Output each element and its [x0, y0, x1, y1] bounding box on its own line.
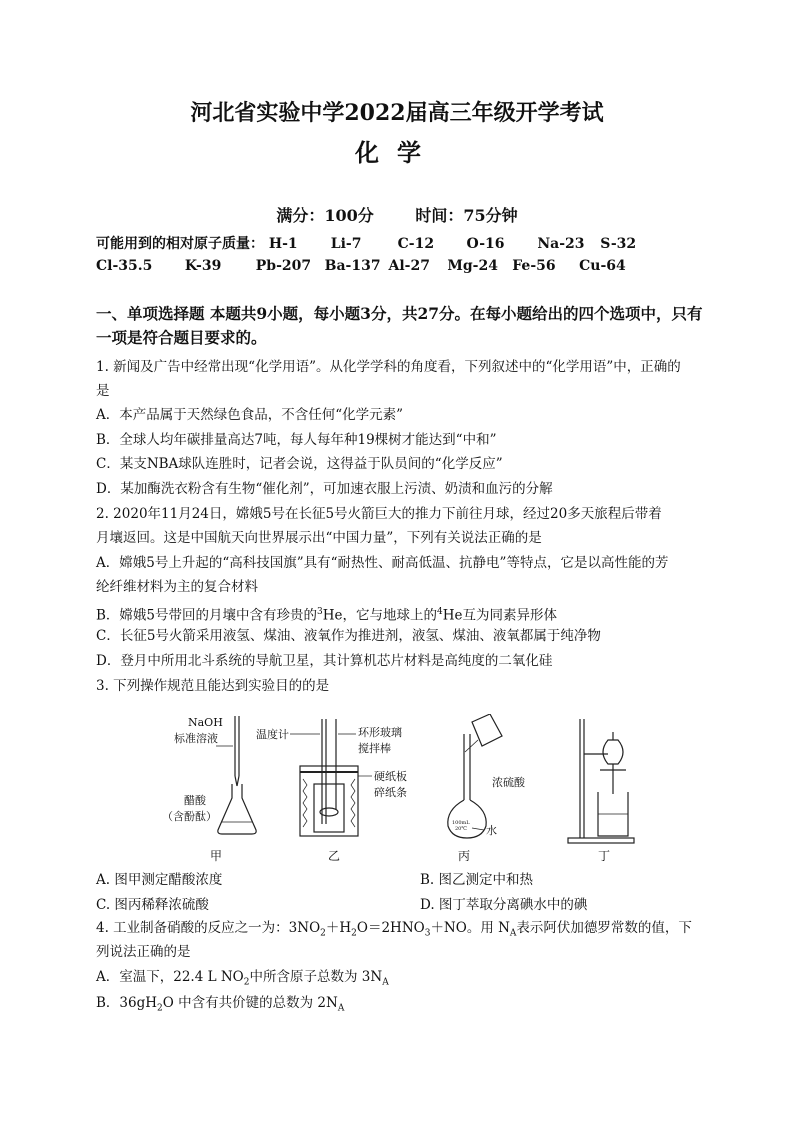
figure-label-yi: 乙 [328, 849, 341, 863]
q2-option-d: D．登月中所用北斗系统的导航卫星，其计算机芯片材料是高纯度的二氧化硅 [96, 653, 553, 669]
label-indicator: （含酚酞） [162, 810, 217, 823]
q3-option-b: B. 图乙测定中和热 [420, 872, 534, 888]
label-cardboard: 硬纸板 [374, 770, 407, 783]
label-acetic-acid: 醋酸 [184, 794, 206, 807]
atomic-mass: H-1 [268, 236, 298, 252]
q2-option-a-cont: 纶纤维材料为主的复合材料 [96, 579, 258, 595]
q2-stem: 2. 2020年11月24日，嫦娥5号在长征5号火箭巨大的推力下前往月球，经过20多天旅程后带着 [96, 506, 662, 522]
atomic-mass: Na-23 [537, 236, 585, 252]
label-naoh: NaOH [188, 716, 223, 729]
label-flask-volume: 100mL [452, 820, 470, 826]
lab-apparatus-figure [160, 714, 640, 864]
q2-option-a: A．嫦娥5号上升起的“高科技国旗”具有“耐热性、耐高低温、抗静电”等特点，它是以高性能的芳 [96, 555, 669, 571]
atomic-mass: Pb-207 [255, 258, 312, 274]
label-thermometer: 温度计 [256, 728, 289, 741]
full-score: 满分：100分 [276, 206, 374, 225]
label-stirrer: 环形玻璃 [358, 726, 402, 739]
figure-label-jia: 甲 [210, 849, 223, 863]
label-std-solution: 标准溶液 [174, 732, 218, 745]
label-conc-sulfuric: 浓硫酸 [492, 776, 525, 789]
q4-stem: 4. 工业制备硝酸的反应之一为：$3NO_2+H_2O=2HNO_3+NO$。用 $N_A$表示阿伏加德罗常数的值，下 [96, 920, 692, 939]
section-1-heading: 一、单项选择题 本题共9小题，每小题3分，共27分。在每小题给出的四个选项中，只有一项是符合题目要求的。 [96, 304, 703, 347]
q1-stem-cont: 是 [96, 383, 110, 399]
atomic-mass: Li-7 [330, 236, 362, 252]
atomic-mass: Fe-56 [512, 258, 556, 274]
label-stirrer-cont: 搅拌棒 [358, 742, 391, 755]
q4-option-a: A．室温下，22.4 L $NO_2$中所含原子总数为 $3N_A$ [96, 969, 389, 988]
exam-time: 时间：75分钟 [415, 206, 518, 225]
exam-title: 河北省实验中学2022届高三年级开学考试 [190, 100, 604, 126]
atomic-mass: O-16 [466, 236, 505, 252]
separatory-funnel-diagram [568, 719, 634, 843]
atomic-mass-label: 可能用到的相对原子质量： [96, 236, 264, 252]
q1-option-b: B．全球人均年碳排量高达7吨，每人每年种19棵树才能达到“中和” [96, 432, 497, 448]
label-paper-scraps: 碎纸条 [374, 786, 407, 799]
q2-stem-cont: 月壤返回。这是中国航天向世界展示出“中国力量”，下列有关说法正确的是 [96, 530, 542, 546]
atomic-mass: Al-27 [388, 258, 430, 274]
label-water: 水 [486, 824, 497, 837]
figure-label-bing: 丙 [458, 849, 471, 863]
burette-titration-diagram [216, 716, 256, 834]
figure-label-ding: 丁 [598, 849, 611, 863]
atomic-mass: K-39 [184, 258, 222, 274]
q1-option-a: A．本产品属于天然绿色食品，不含任何“化学元素” [96, 407, 404, 423]
atomic-mass: Cu-64 [579, 258, 626, 274]
atomic-mass: Ba-137 [324, 258, 381, 274]
q1-stem: 1. 新闻及广告中经常出现“化学用语”。从化学学科的角度看，下列叙述中的“化学用语”中，正确的 [96, 359, 681, 375]
q2-option-c: C．长征5号火箭采用液氢、煤油、液氧作为推进剂，液氢、煤油、液氧都属于纯净物 [96, 628, 601, 644]
q3-option-c: C. 图丙稀释浓硫酸 [96, 897, 209, 913]
q3-option-d: D. 图丁萃取分离碘水中的碘 [420, 897, 588, 913]
q4-stem-cont: 列说法正确的是 [96, 944, 191, 960]
q2-option-b: B．嫦娥5号带回的月壤中含有珍贵的$^3$He，它与地球上的$^4$He互为同素异形体 [96, 607, 558, 624]
atomic-mass-row-1 [96, 233, 636, 253]
atomic-mass-row-2 [96, 258, 626, 274]
score-time-line [0, 203, 794, 226]
atomic-mass: S-32 [600, 236, 637, 252]
q3-stem: 3. 下列操作规范且能达到实验目的的是 [96, 678, 330, 694]
subject-title: 化学 [355, 138, 439, 167]
label-flask-temp: 20℃ [455, 826, 467, 832]
atomic-mass: Mg-24 [447, 258, 498, 274]
atomic-mass: Cl-35.5 [96, 258, 153, 274]
atomic-mass: C-12 [397, 236, 435, 252]
q1-option-d: D．某加酶洗衣粉含有生物“催化剂”，可加速衣服上污渍、奶渍和血污的分解 [96, 481, 553, 497]
q3-option-a: A. 图甲测定醋酸浓度 [96, 872, 223, 888]
q4-option-b: B．$36gH_2O$ 中含有共价键的总数为 $2N_A$ [96, 995, 345, 1014]
q1-option-c: C．某支NBA球队连胜时，记者会说，这得益于队员间的“化学反应” [96, 456, 503, 472]
